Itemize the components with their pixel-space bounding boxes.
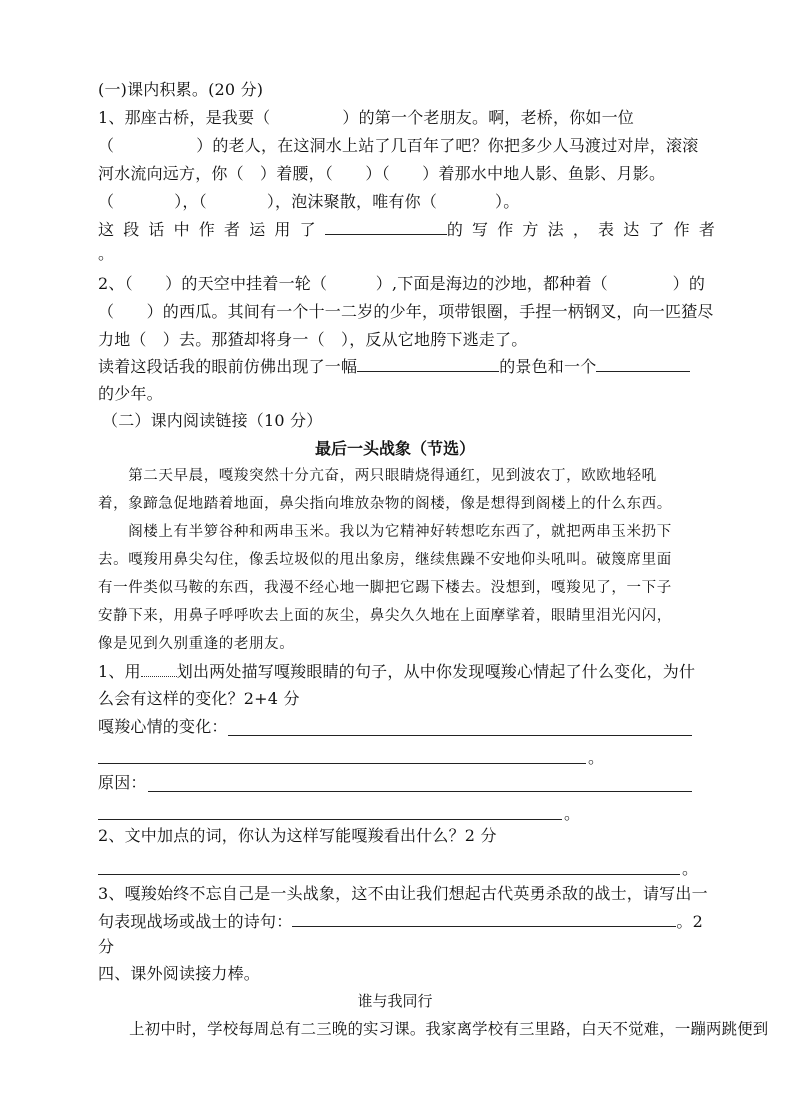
s2-q2-line1: 2、文中加点的词，你认为这样写能嘎羧看出什么？2 分 [98,826,497,845]
s2-q1-text-a: 1、用 [98,662,141,681]
q2-line2: （ ）的西瓜。其间有一个十一二岁的少年，项带银圈，手捏一柄钢叉，向一匹猹尽 [98,302,714,321]
q2-line4-text-b: 的景色和一个 [499,357,597,376]
q2-scene-blank[interactable] [357,357,499,372]
reading-title: 谁与我同行 [357,992,433,1010]
q1-line1-text-a: 1、那座古桥，是我要（ [98,108,271,127]
wavy-underline-sample [141,668,177,677]
q1-line1-text-b: ）的第一个老朋友。啊，老桥，你如一位 [342,108,634,127]
q1-line1 [98,108,698,128]
q1-line4 [98,192,698,212]
mood-answer-line-1[interactable] [228,735,692,736]
q2-line1: 2、（ ）的天空中挂着一轮（ ）,下面是海边的沙地，都种着（ ）的 [98,274,706,293]
q1-line5-text-a: 这段话中作者运用了 [98,220,325,239]
s2-q1-line2: 么会有这样的变化？2+4 分 [98,689,300,708]
mood-change-label: 嘎羧心情的变化： [98,717,228,736]
q2-line5: 的少年。 [98,384,163,403]
q2-youth-blank[interactable] [596,357,690,372]
q1-line4-text-d: ）。 [495,192,520,211]
q1-line6: 。 [98,244,115,263]
poem-answer-blank[interactable] [292,912,676,927]
passage-p2-line2: 去。嘎羧用鼻尖勾住，像丢垃圾似的甩出象房，继续焦躁不安地仰头吼叫。破篾席里面 [98,552,672,568]
reason-end-mark: 。 [564,804,581,823]
passage-p2-line3: 有一件类似马鞍的东西，我漫不经心地一脚把它踢下楼去。没想到，嘎羧见了，一下子 [98,580,672,596]
q1-line4-text-c: ），泡沫聚散，唯有你（ [266,192,438,211]
s2-q3-line2 [98,912,703,932]
q1-line3: 河水流向远方，你（ ）着腰，（ ）（ ）着那水中地人影、鱼影、月影。 [98,164,666,183]
reason-label: 原因： [98,773,147,792]
q1-line2-text-a: （ [98,136,115,155]
s2-q3-line3: 分 [98,937,115,956]
q1-method-blank[interactable] [325,220,447,235]
reason-answer-line-2[interactable] [98,819,562,820]
q1-line2-text-b: ）的老人，在这洞水上站了几百年了吧？你把多少人马渡过对岸，滚滚 [196,136,699,155]
passage-p1-line2: 着，象蹄急促地踏着地面，鼻尖指向堆放杂物的阁楼，像是想得到阁楼上的什么东西。 [98,496,672,512]
q2-line4-text-a: 读着这段话我的眼前仿佛出现了一幅 [98,357,358,376]
passage-p2-line5: 像是见到久别重逢的老朋友。 [98,636,295,652]
passage-p2-line1: 阁楼上有半箩谷种和两串玉米。我以为它精神好转想吃东西了，就把两串玉米扔下 [98,524,672,540]
s2-q3-text-a: 句表现战场或战士的诗句： [98,912,293,931]
s2-q2-answer-line[interactable] [98,874,680,875]
s2-q1-line1 [98,662,698,682]
reason-answer-line-1[interactable] [148,791,692,792]
s2-q1-text-b: 划出两处描写嘎羧眼睛的句子，从中你发现嘎羧心情起了什么变化，为什 [176,662,696,681]
q1-line2 [98,136,698,156]
reason-row [98,773,698,793]
q1-line5-text-b: 的写作方法，表达了作者 [446,220,725,239]
s2-q3-text-b: 。2 [676,912,703,931]
mood-answer-line-2[interactable] [98,763,586,764]
q1-line4-text-b: ），（ [174,192,207,211]
q1-line5 [98,220,725,240]
q2-line4 [98,357,698,377]
passage-p1-line1: 第二天早晨，嘎羧突然十分亢奋，两只眼睛烧得通红，见到波农丁，欧欧地轻吼 [98,468,657,484]
q1-line4-text-a: （ [98,192,115,211]
s2-q2-end-mark: 。 [682,859,699,878]
reading-p1-line1: 上初中时，学校每周总有二三晚的实习课。我家离学校有三里路，白天不觉难，一蹦两跳便到 [98,1020,769,1038]
section4-heading: 四、课外阅读接力棒。 [98,964,261,983]
mood-change-row [98,717,698,737]
section1-heading: (一)课内积累。(20 分) [98,80,264,99]
section2-heading: （二）课内阅读链接（10 分） [102,411,323,430]
mood-end-mark: 。 [588,748,605,767]
q2-line3: 力地（ ）去。那猹却将身一（ ），反从它地胯下逃走了。 [98,330,528,349]
passage-title: 最后一头战象（节选） [314,439,475,458]
s2-q3-line1: 3、嘎羧始终不忘自己是一头战象，这不由让我们想起古代英勇杀敌的战士，请写出一 [98,884,708,903]
passage-p2-line4: 安静下来，用鼻子呼呼吹去上面的灰尘，鼻尖久久地在上面摩挲着，眼睛里泪光闪闪， [98,608,672,624]
